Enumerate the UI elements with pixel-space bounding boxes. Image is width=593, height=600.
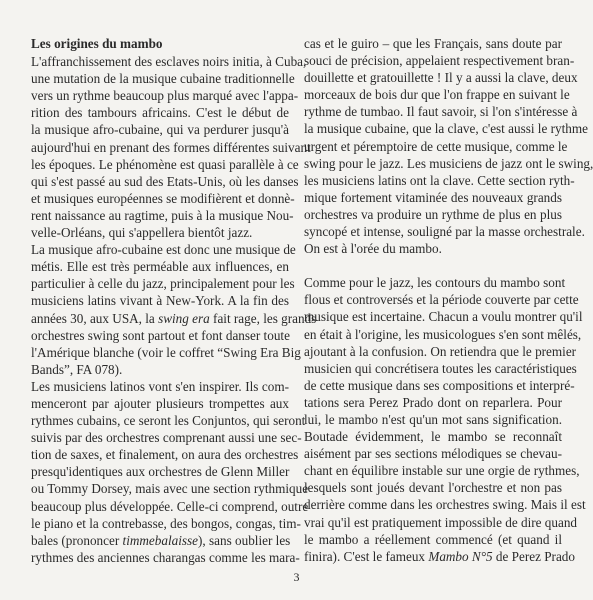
text-line: Boutade évidemment, le mambo se reconnaît: [304, 429, 562, 445]
text-line: rythmes cubains, ce seront les Conjuntos, qui seront: [31, 413, 306, 429]
text-fragment: fait rage, les grands: [209, 310, 317, 326]
text-line: musique est incertaine. Chacun a voulu montrer qu'il: [304, 309, 583, 325]
text-line: vers un rythme beaucoup plus marqué avec l'appa-: [31, 88, 299, 104]
right-column: [304, 35, 593, 565]
paragraph-1: [31, 53, 311, 241]
text-line: aujourd'hui en prenant des formes différentes suivant: [31, 139, 311, 155]
text-line: la musique cubaine, que la clave, c'est aussi le rythme: [304, 121, 588, 137]
page-number: 3: [293, 570, 300, 584]
text-line: une mutation de la musique cubaine traditionnelle: [31, 71, 295, 87]
text-fragment: de Perez Prado: [492, 548, 575, 564]
text-line: cas et le guiro – que les Français, sans doute par: [304, 36, 562, 51]
text-line: métis. Elle est très perméable aux influences, en: [31, 259, 289, 275]
text-line: beaucoup plus développée. Celle-ci comprend, outre: [31, 498, 309, 514]
text-line: orchestres swing sont partout et font danser toute: [31, 327, 290, 343]
text-line: tations sera Perez Prado dont on reparlera. Pour: [304, 394, 562, 410]
text-line: musicien qui concrétisera toutes les caractéristiques: [304, 360, 577, 376]
text-line: [304, 548, 575, 565]
text-line: On est à l'orée du mambo.: [304, 241, 442, 257]
text-line: urgent et péremptoire de cette musique, comme le: [304, 138, 568, 154]
text-line: derrière comme dans les orchestres swing. Mais il est: [304, 497, 586, 513]
paragraph-3: [31, 378, 309, 566]
text-line: suivis par des orchestres comprenant aussi une sec-: [31, 430, 302, 446]
section-heading: Les origines du mambo: [31, 36, 163, 51]
text-line: vrai qu'il est pratiquement impossible de dire quand: [304, 514, 578, 530]
text-line: lui, le mambo n'est qu'un mot sans signification.: [304, 411, 562, 427]
text-line: [31, 310, 317, 327]
text-line: [31, 532, 289, 549]
text-line: souci de précision, appelaient respectivement bran-: [304, 53, 575, 69]
text-line: rition des tambours africains. C'est le début de: [31, 105, 289, 121]
paragraph-2: [31, 241, 317, 378]
paragraph-gap: [304, 257, 562, 274]
text-line: la musique afro-cubaine, qui va perdurer jusqu'à: [31, 122, 289, 138]
text-line: en était à l'origine, les musicologues s'en sont mêlés,: [304, 326, 582, 342]
text-line: menceront par ajouter plusieurs trompettes aux: [31, 395, 289, 411]
text-line: tion de saxes, et finalement, on aura des orchestres: [31, 447, 299, 463]
text-line: le mambo a réellement commencé (et quand il: [304, 531, 562, 547]
text-line: douillette et gratouillette ! Il y a aussi la clave, deux: [304, 70, 578, 86]
paragraph-5: [304, 274, 586, 565]
text-line: de cette musique dans ses compositions et interpré-: [304, 377, 575, 393]
text-fragment: ), sans oublier les: [198, 532, 291, 548]
text-line: chant en équilibre instable sur une orgie de rythmes,: [304, 463, 580, 479]
text-fragment: années 30, aux USA, la: [31, 310, 159, 326]
text-line: rent naissance au ragtime, puis à la musique Nou-: [31, 207, 294, 223]
text-line: les musiciens latins ont la clave. Cette section ryth-: [304, 172, 575, 188]
text-line: orchestres va produire un rythme de plus en plus: [304, 206, 562, 222]
emphasis-mambo-no5: Mambo N°5: [428, 548, 493, 564]
text-line: L'affranchissement des esclaves noirs initia, à Cuba,: [31, 54, 307, 70]
text-line: velle-Orléans, qui s'appellera bientôt jazz.: [31, 225, 253, 241]
text-line: flous et controversés et la période couverte par cette: [304, 292, 579, 308]
text-line: musiciens latins vivant à New-York. A la fin des: [31, 293, 289, 309]
text-line: particulier à celle du jazz, principalement pour les: [31, 276, 295, 292]
text-line: ou Tommy Dorsey, mais avec une section rythmique: [31, 481, 309, 497]
text-fragment: bales (prononcer: [31, 532, 123, 548]
text-line: lesquels sont joués devant l'orchestre et non pas: [304, 480, 562, 496]
text-line: presqu'identiques aux orchestres de Glenn Miller: [31, 464, 290, 480]
text-line: rythmes des anciennes charangas comme les mara-: [31, 549, 300, 565]
text-line: Bands”, FA 078).: [31, 361, 123, 377]
text-line: qui s'est passé au sud des Etats-Unis, où les danses: [31, 173, 299, 189]
text-line: l'Amérique blanche (voir le coffret “Swing Era Big: [31, 344, 301, 360]
text-line: syncopé et intense, souligné par la masse orchestrale.: [304, 224, 585, 240]
text-line: et musiques européennes se modifièrent et donnè-: [31, 190, 295, 206]
text-line: Les musiciens latinos vont s'en inspirer. Ils com-: [31, 378, 289, 394]
text-line: rythme de tumbao. Il faut savoir, si l'on s'intéresse à: [304, 104, 578, 120]
text-line: ajoutant à la confusion. On retiendra que le premier: [304, 343, 577, 359]
text-line: aisément par ses sections mélodiques se chevau-: [304, 446, 562, 462]
left-column: [31, 35, 317, 566]
emphasis-timmebalaisse: timmebalaisse: [122, 532, 199, 548]
text-line: les époques. Le phénomène est quasi parallèle à ce: [31, 156, 299, 172]
emphasis-swing-era: swing era: [158, 310, 210, 326]
text-line: swing pour le jazz. Les musiciens de jazz ont le swing,: [304, 155, 593, 171]
text-line: mique fortement vitaminée des nouveaux grands: [304, 189, 562, 205]
paragraph-4: [304, 35, 593, 257]
text-fragment: finira). C'est le fameux: [304, 548, 429, 564]
text-line: Comme pour le jazz, les contours du mambo sont: [304, 275, 566, 291]
text-line: le piano et la contrebasse, des bongos, congas, tim-: [31, 515, 301, 531]
text-line: morceaux de bois dur que l'on frappe en suivant le: [304, 87, 570, 103]
text-line: La musique afro-cubaine est donc une musique de: [31, 242, 296, 258]
